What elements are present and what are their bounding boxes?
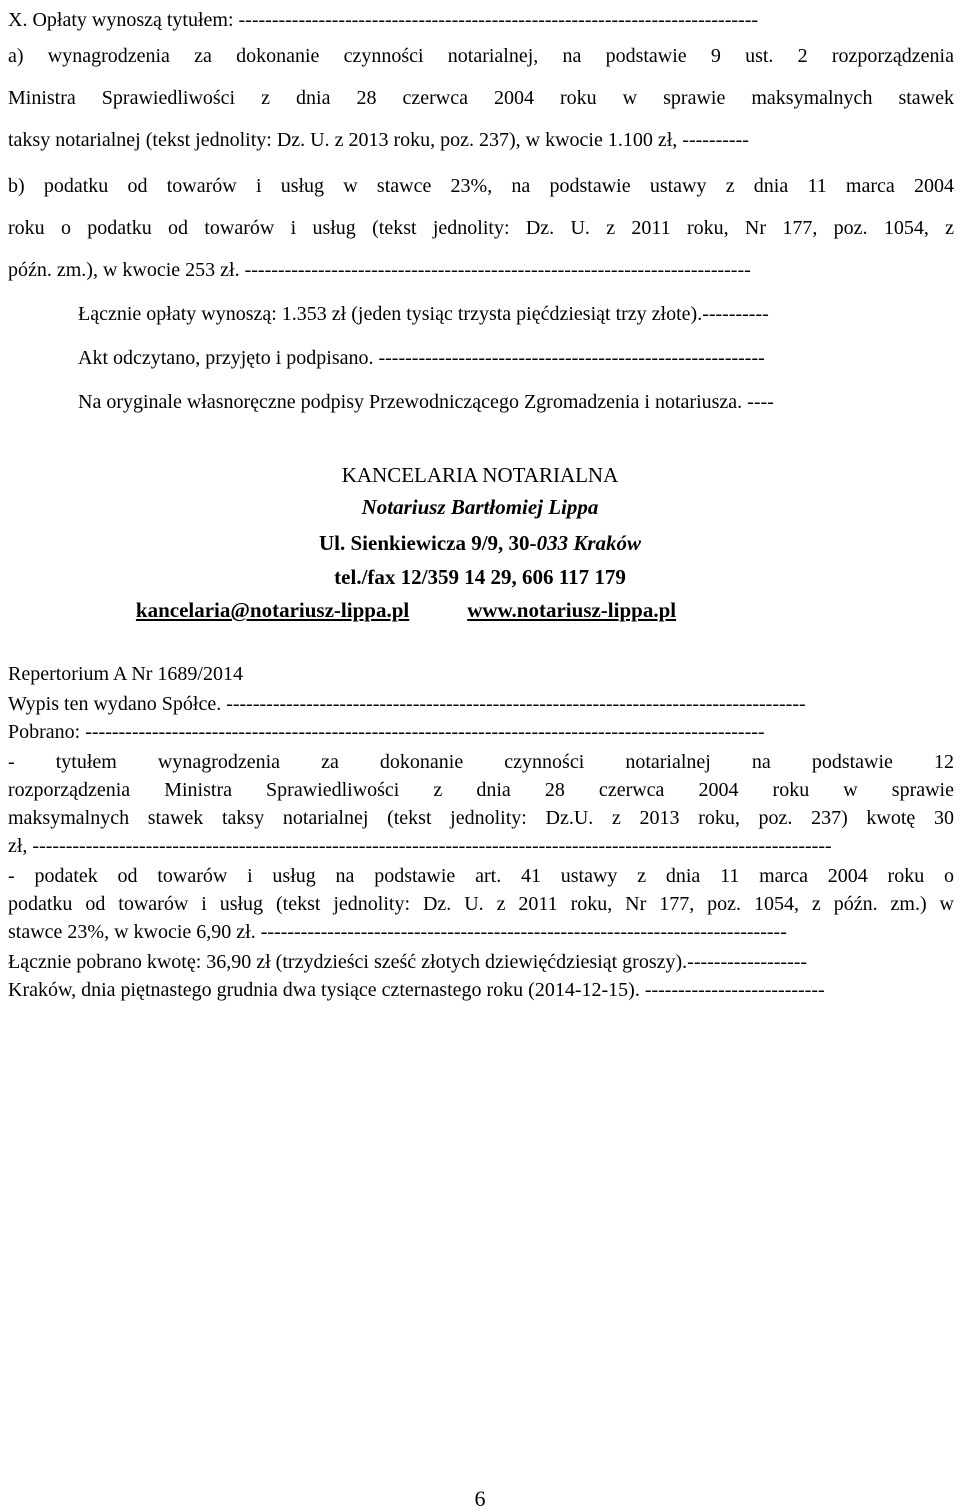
- fee-b-line-1: b) podatku od towarów i usług w stawce 23%, na podstawie ustawy z dnia 11 marca 2004: [8, 175, 954, 197]
- fee-b-line-3: późn. zm.), w kwocie 253 zł. ----------------------------------------------------------------------------: [8, 259, 751, 281]
- notary-contact-links: [0, 597, 886, 623]
- collected-fee-line-2: rozporządzenia Ministra Sprawiedliwości z dnia 28 czerwca 2004 roku w sprawie: [8, 779, 954, 801]
- fee-a-line-1: a) wynagrodzenia za dokonanie czynności notarialnej, na podstawie 9 ust. 2 rozporządzenia: [8, 45, 954, 67]
- collected-tax-line-3: stawce 23%, w kwocie 6,90 zł. -------------------------------------------------------------------------------: [8, 921, 787, 943]
- section-x-heading: X. Opłaty wynoszą tytułem: ------------------------------------------------------------------------------: [8, 9, 759, 31]
- address-street: Ul. Sienkiewicza 9/9, 30-: [318, 531, 537, 555]
- notary-address: [0, 530, 960, 556]
- notary-office-name: KANCELARIA NOTARIALNA: [341, 463, 619, 487]
- repertorium-number: Repertorium A Nr 1689/2014: [8, 663, 243, 685]
- collected-fee-line-1: - tytułem wynagrodzenia za dokonanie czynności notarialnej na podstawie 12: [8, 751, 954, 773]
- fee-a-line-2: Ministra Sprawiedliwości z dnia 28 czerwca 2004 roku w sprawie maksymalnych stawek: [8, 87, 954, 109]
- page-number: 6: [474, 1486, 486, 1511]
- excerpt-issued: Wypis ten wydano Spółce. ---------------------------------------------------------------------------------------: [8, 693, 806, 715]
- notary-name: Notariusz Bartłomiej Lippa: [361, 495, 599, 519]
- website-link[interactable]: www.notariusz-lippa.pl: [467, 598, 677, 622]
- place-and-date: Kraków, dnia piętnastego grudnia dwa tysiące czternastego roku (2014-12-15). ---------------------------: [8, 979, 825, 1001]
- notary-phone: tel./fax 12/359 14 29, 606 117 179: [334, 565, 626, 589]
- fee-b-line-2: roku o podatku od towarów i usług (tekst jednolity: Dz. U. z 2011 roku, Nr 177, poz. 1054, z: [8, 217, 954, 239]
- fees-total: Łącznie opłaty wynoszą: 1.353 zł (jeden tysiąc trzysta pięćdziesiąt trzy złote).----------: [78, 303, 769, 325]
- email-link[interactable]: kancelaria@notariusz-lippa.pl: [135, 598, 410, 622]
- collected-fee-line-3: maksymalnych stawek taksy notarialnej (tekst jednolity: Dz.U. z 2013 roku, poz. 237) kwotę 30: [8, 807, 954, 829]
- collected-tax-line-2: podatku od towarów i usług (tekst jednolity: Dz. U. z 2011 roku, Nr 177, poz. 1054, z późn. zm.) w: [8, 893, 954, 915]
- act-read-statement: Akt odczytano, przyjęto i podpisano. ----------------------------------------------------------: [78, 347, 765, 369]
- collected-tax-line-1: - podatek od towarów i usług na podstawie art. 41 ustawy z dnia 11 marca 2004 roku o: [8, 865, 954, 887]
- collected-total: Łącznie pobrano kwotę: 36,90 zł (trzydzieści sześć złotych dziewięćdziesiąt groszy).------------------: [8, 951, 808, 973]
- signatures-statement: Na oryginale własnoręczne podpisy Przewodniczącego Zgromadzenia i notariusza. ----: [78, 391, 774, 413]
- address-city: 033 Kraków: [536, 531, 641, 555]
- collected-label: Pobrano: ------------------------------------------------------------------------------------------------------: [8, 721, 765, 743]
- collected-fee-line-4: zł, ------------------------------------------------------------------------------------------------------------------------: [8, 835, 832, 857]
- fee-a-line-3: taksy notarialnej (tekst jednolity: Dz. U. z 2013 roku, poz. 237), w kwocie 1.100 zł, ----------: [8, 129, 749, 151]
